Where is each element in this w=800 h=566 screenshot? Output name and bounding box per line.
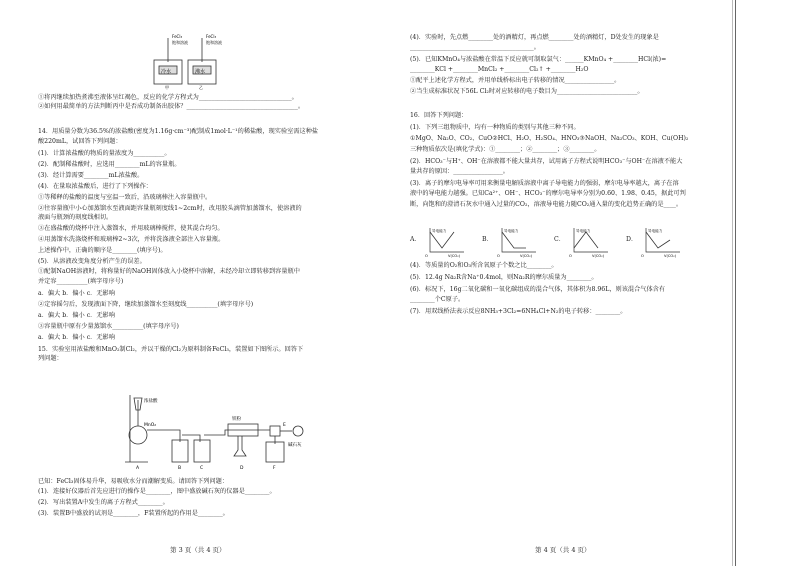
- left-line: 15．实验室用浓盐酸和MnO₂制Cl₂，并以干燥的Cl₂为原料制备FeCl₃，装置如下图所示。回答下: [38, 346, 304, 353]
- left-line: ①配制NaOH溶液时，将称量好的NaOH固体放入小烧杯中溶解，未经冷却立即转移到容量瓶中: [38, 268, 300, 275]
- left-line: (4)．在量取浓盐酸后，进行了下列操作：: [38, 183, 152, 190]
- left-line: (2)．配制稀盐酸时，应选用________mL的容量瓶。: [38, 161, 181, 168]
- right-line: (2)．HCO₃⁻与H⁺、OH⁻在溶液都不能大量共存，试用离子方程式说明HCO₃⁻与OH⁻在溶液不能大: [410, 158, 683, 165]
- left-line: 列问题：: [38, 355, 63, 362]
- graph-origin: O: [497, 254, 500, 258]
- right-line: ________个C原子。: [410, 296, 465, 303]
- graph-options: [410, 226, 720, 260]
- left-line: ②定容摇匀后，发现液面下降，继续加蒸馏水至刻度线__________(填字母序号): [38, 301, 254, 308]
- graph-ylabel: 导电能力: [432, 229, 447, 233]
- right-line: 16．回答下列问题：: [410, 112, 468, 119]
- graph-ylabel: 导电能力: [504, 229, 519, 233]
- graph-curve: [430, 232, 454, 248]
- left-line: a．偏大 b．偏小 c．无影响: [38, 334, 115, 341]
- right-line: 量共存的原因：________________。: [410, 168, 509, 175]
- right-line: ________KCl +________MnCl₂ +________Cl₂↑ +________H₂O: [410, 66, 589, 73]
- left-line: ③在盛盐酸的烧杯中注入蒸馏水，并用玻璃棒搅拌，使其混合均匀。: [38, 225, 224, 232]
- left-line: a．偏大 b．偏小 c．无影响: [38, 290, 115, 297]
- conductivity-graph: [568, 226, 618, 258]
- graph-xlabel: V(CO₂): [592, 254, 605, 258]
- right-line: ①MgO、Na₂O、CO₂、CuO②HCl、H₂O、H₂SO₄、HNO₃③NaOH、Na₂CO₃、KOH、Cu(OH)₂: [410, 135, 689, 142]
- right-line: (6)．标况下，16g二氧化碳和一氧化碳组成的混合气体，其体积为8.96L，则该混合气体含有: [410, 286, 666, 293]
- graph-xlabel: V(CO₂): [664, 254, 677, 258]
- label-E: E: [283, 423, 286, 428]
- graph-option-letter: A．: [410, 236, 421, 243]
- left-line: 14．用质量分数为36.5%的浓盐酸(密度为1.16g·cm⁻³)配制成1mol·L⁻¹的稀盐酸，现实验室需这种盐: [38, 128, 319, 135]
- right-line: ①配平上述化学方程式，并用单线桥标出电子转移的情况________________。: [410, 77, 621, 84]
- right-line: ________________________________________。: [410, 44, 540, 51]
- right-line: (7)．用双线桥法表示反应8NH₃+3Cl₂=6NH₄Cl+N₂的电子转移：________。: [410, 308, 627, 315]
- left-line: 并定容__________(填字母序号): [38, 278, 124, 285]
- right-page: [400, 0, 800, 566]
- graph-option-letter: D．: [626, 236, 638, 243]
- graph-xlabel: V(CO₂): [448, 254, 461, 258]
- left-line: (1)．计算浓盐酸的物质的量浓度为__________。: [38, 150, 171, 157]
- right-line: (3)．离子的摩尔电导率可用来衡量电解质溶液中离子导电能力的强弱，摩尔电导率越大，离子在溶: [410, 180, 679, 187]
- binding-line-inner: [732, 0, 733, 566]
- conductivity-graph: [640, 226, 690, 258]
- label-C: C: [200, 466, 204, 470]
- left-line: ④用蒸馏水洗涤烧杯和玻璃棒2~3次，并将洗涤液全部注入容量瓶。: [38, 236, 225, 243]
- left-line: ②如何用最简单的方法判断丙中是否成功制备出胶体？____________________________________。: [38, 103, 305, 110]
- left-line: ③容量瓶中原有少量蒸馏水__________(填字母序号): [38, 323, 179, 330]
- graph-origin: O: [569, 254, 572, 258]
- tag-yi: 乙: [199, 85, 203, 90]
- graph-option-letter: C．: [554, 236, 565, 243]
- left-line: ①等稀释的盐酸的温度与室温一致后，沿玻璃棒注入容量瓶中。: [38, 194, 212, 201]
- solution-label-1: 饱和溶液: [172, 40, 188, 45]
- right-line: 断，向饱和的澄清石灰水中通入过量的CO₂，溶液导电能力随CO₂通入量的变化趋势正确的是____。: [410, 201, 683, 208]
- graph-curve: [646, 232, 670, 248]
- right-line: (1)．下列三组物质中，均有一种物质的类别与其他三种不同。: [410, 124, 580, 131]
- left-line: 液面与瓶颈的刻度线相切。: [38, 214, 113, 221]
- left-line: a．偏大 b．偏小 c．无影响: [38, 312, 115, 319]
- left-line: (3)．装置B中盛放的试剂是________，F装置所起的作用是________。: [38, 510, 229, 517]
- left-line: 上述操作中，正确的顺序是________(填序号)。: [38, 247, 167, 254]
- left-line: 已知：FeCl₃固体易升华，易吸收水分而潮解变质。请回答下列问题：: [38, 478, 229, 485]
- right-line: ②当生成标准状况下56L Cl₂时对应转移的电子数目为__________________________。: [410, 88, 644, 95]
- left-line: (5)．从溶液改变角度分析产生的误差。: [38, 258, 146, 265]
- conc-hcl-label: 浓盐酸: [144, 399, 158, 404]
- left-line: (1)．连接好仪器后首先应进行的操作是________，图中盛放碱石灰的仪器是________。: [38, 488, 276, 495]
- soda-lime-label: 碱石灰: [288, 443, 302, 448]
- label-A: A: [136, 466, 140, 470]
- fecl3-label-2: FeCl₃: [206, 34, 217, 39]
- label-F: F: [273, 466, 276, 470]
- footer-left: 第 3 页（共 4 页）: [170, 546, 226, 554]
- graph-xlabel: V(CO₂): [520, 254, 533, 258]
- footer-right: 第 4 页（共 4 页）: [535, 546, 591, 554]
- beaker-hot-label: 沸水: [195, 69, 206, 75]
- graph-curve: [502, 232, 526, 248]
- graph-option-letter: B．: [482, 236, 493, 243]
- right-line: (4)．等质量的O₂和O₃所含氧原子个数之比________。: [410, 262, 558, 269]
- graph-curve: [574, 232, 598, 248]
- graph-origin: O: [425, 254, 428, 258]
- left-line: ②往容量瓶中小心加蒸馏水至液面距容量瓶刻度线1~2cm时，改用胶头滴管加蒸馏水，使溶液的: [38, 205, 302, 212]
- beaker-cold-label: 冷水: [161, 69, 172, 75]
- fecl3-label-1: FeCl₃: [172, 34, 183, 39]
- right-line: (5)．12.4g Na₂R含Na⁺0.4mol，则Na₂R的摩尔质量为________。: [410, 274, 598, 281]
- label-D: D: [240, 466, 244, 470]
- label-B: B: [178, 466, 182, 470]
- right-line: (4)．实验时，先点燃________处的酒精灯，再点燃________处的酒精灯，D处发生的现象是: [410, 34, 659, 41]
- left-line: ①将丙继续加热煮沸至液体呈红褐色，反应的化学方程式为______________________________。: [38, 94, 298, 101]
- graph-ylabel: 导电能力: [648, 229, 663, 233]
- tag-jia: 甲: [165, 85, 169, 90]
- right-line: 三种物质依次是(填化学式)：①________；②________；③________。: [410, 146, 601, 153]
- conductivity-graph: [424, 226, 474, 258]
- left-line: 酸220mL，试回答下列问题：: [38, 138, 122, 145]
- iron-powder-label: 铁粉: [232, 417, 241, 422]
- right-line: (5)．已知KMnO₄与浓盐酸在常温下反应就可制取氯气：______KMnO₄ +________HCl(浓)=: [410, 56, 667, 63]
- right-line: 液中的导电能力越强。已知Ca²⁺、OH⁻、HCO₃⁻的摩尔电导率分别为0.60、1.98、0.45，据此可判: [410, 190, 686, 197]
- mno2-label: MnO₂: [144, 423, 157, 428]
- graph-origin: O: [641, 254, 644, 258]
- conductivity-graph: [496, 226, 546, 258]
- left-line: (2)．写出装置A中发生的离子方程式________。: [38, 499, 169, 506]
- fecl3-beaker-figure: [150, 32, 230, 90]
- apparatus-figure: [120, 390, 320, 470]
- solution-label-2: 饱和溶液: [206, 40, 222, 45]
- binding-line: [735, 0, 736, 566]
- graph-ylabel: 导电能力: [576, 229, 591, 233]
- left-line: (3)．经计算需要________mL浓盐酸。: [38, 172, 144, 179]
